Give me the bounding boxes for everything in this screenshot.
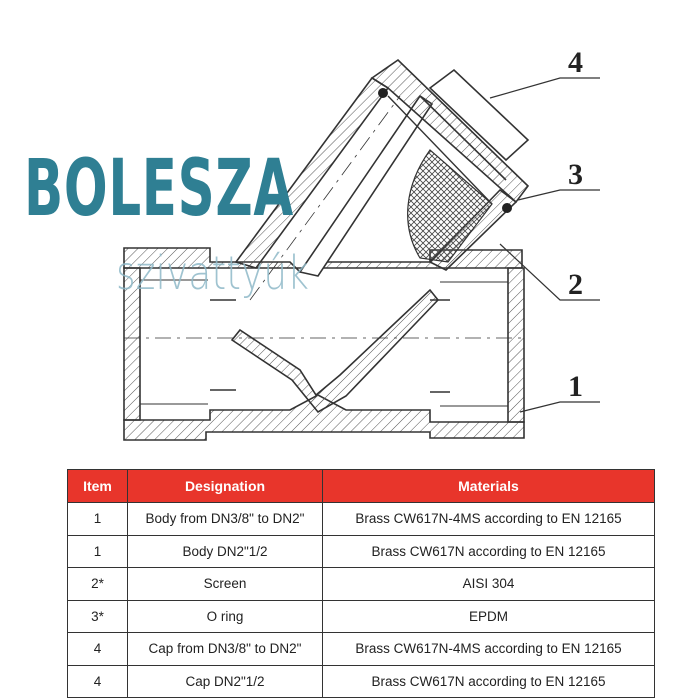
cell-materials: AISI 304 — [323, 568, 655, 601]
table-header-row — [68, 470, 655, 503]
parts-table — [67, 469, 655, 698]
cell-designation: O ring — [128, 600, 323, 633]
brand-logo-subtitle: szivattyúk — [116, 246, 310, 300]
cell-item: 3* — [68, 600, 128, 633]
table-row — [68, 633, 655, 666]
cell-item: 2* — [68, 568, 128, 601]
cell-designation: Cap DN2"1/2 — [128, 665, 323, 698]
table-row — [68, 503, 655, 536]
cell-designation: Body from DN3/8" to DN2" — [128, 503, 323, 536]
header-designation: Designation — [128, 470, 323, 503]
header-materials: Materials — [323, 470, 655, 503]
cell-designation: Body DN2"1/2 — [128, 535, 323, 568]
cell-materials: Brass CW617N according to EN 12165 — [323, 665, 655, 698]
cell-item: 1 — [68, 503, 128, 536]
cell-item: 4 — [68, 633, 128, 666]
cell-item: 1 — [68, 535, 128, 568]
callout-2: 2 — [568, 268, 583, 301]
brand-logo-name: BOLESZA — [24, 144, 294, 234]
cell-item: 4 — [68, 665, 128, 698]
cell-designation: Screen — [128, 568, 323, 601]
table-row — [68, 600, 655, 633]
cell-materials: EPDM — [323, 600, 655, 633]
table-row — [68, 535, 655, 568]
cell-designation: Cap from DN3/8" to DN2" — [128, 633, 323, 666]
cell-materials: Brass CW617N according to EN 12165 — [323, 535, 655, 568]
header-item: Item — [68, 470, 128, 503]
table-row — [68, 568, 655, 601]
table-row — [68, 665, 655, 698]
cell-materials: Brass CW617N-4MS according to EN 12165 — [323, 633, 655, 666]
cell-materials: Brass CW617N-4MS according to EN 12165 — [323, 503, 655, 536]
callout-3: 3 — [568, 158, 583, 191]
callout-4: 4 — [568, 46, 583, 79]
callout-1: 1 — [568, 370, 583, 403]
